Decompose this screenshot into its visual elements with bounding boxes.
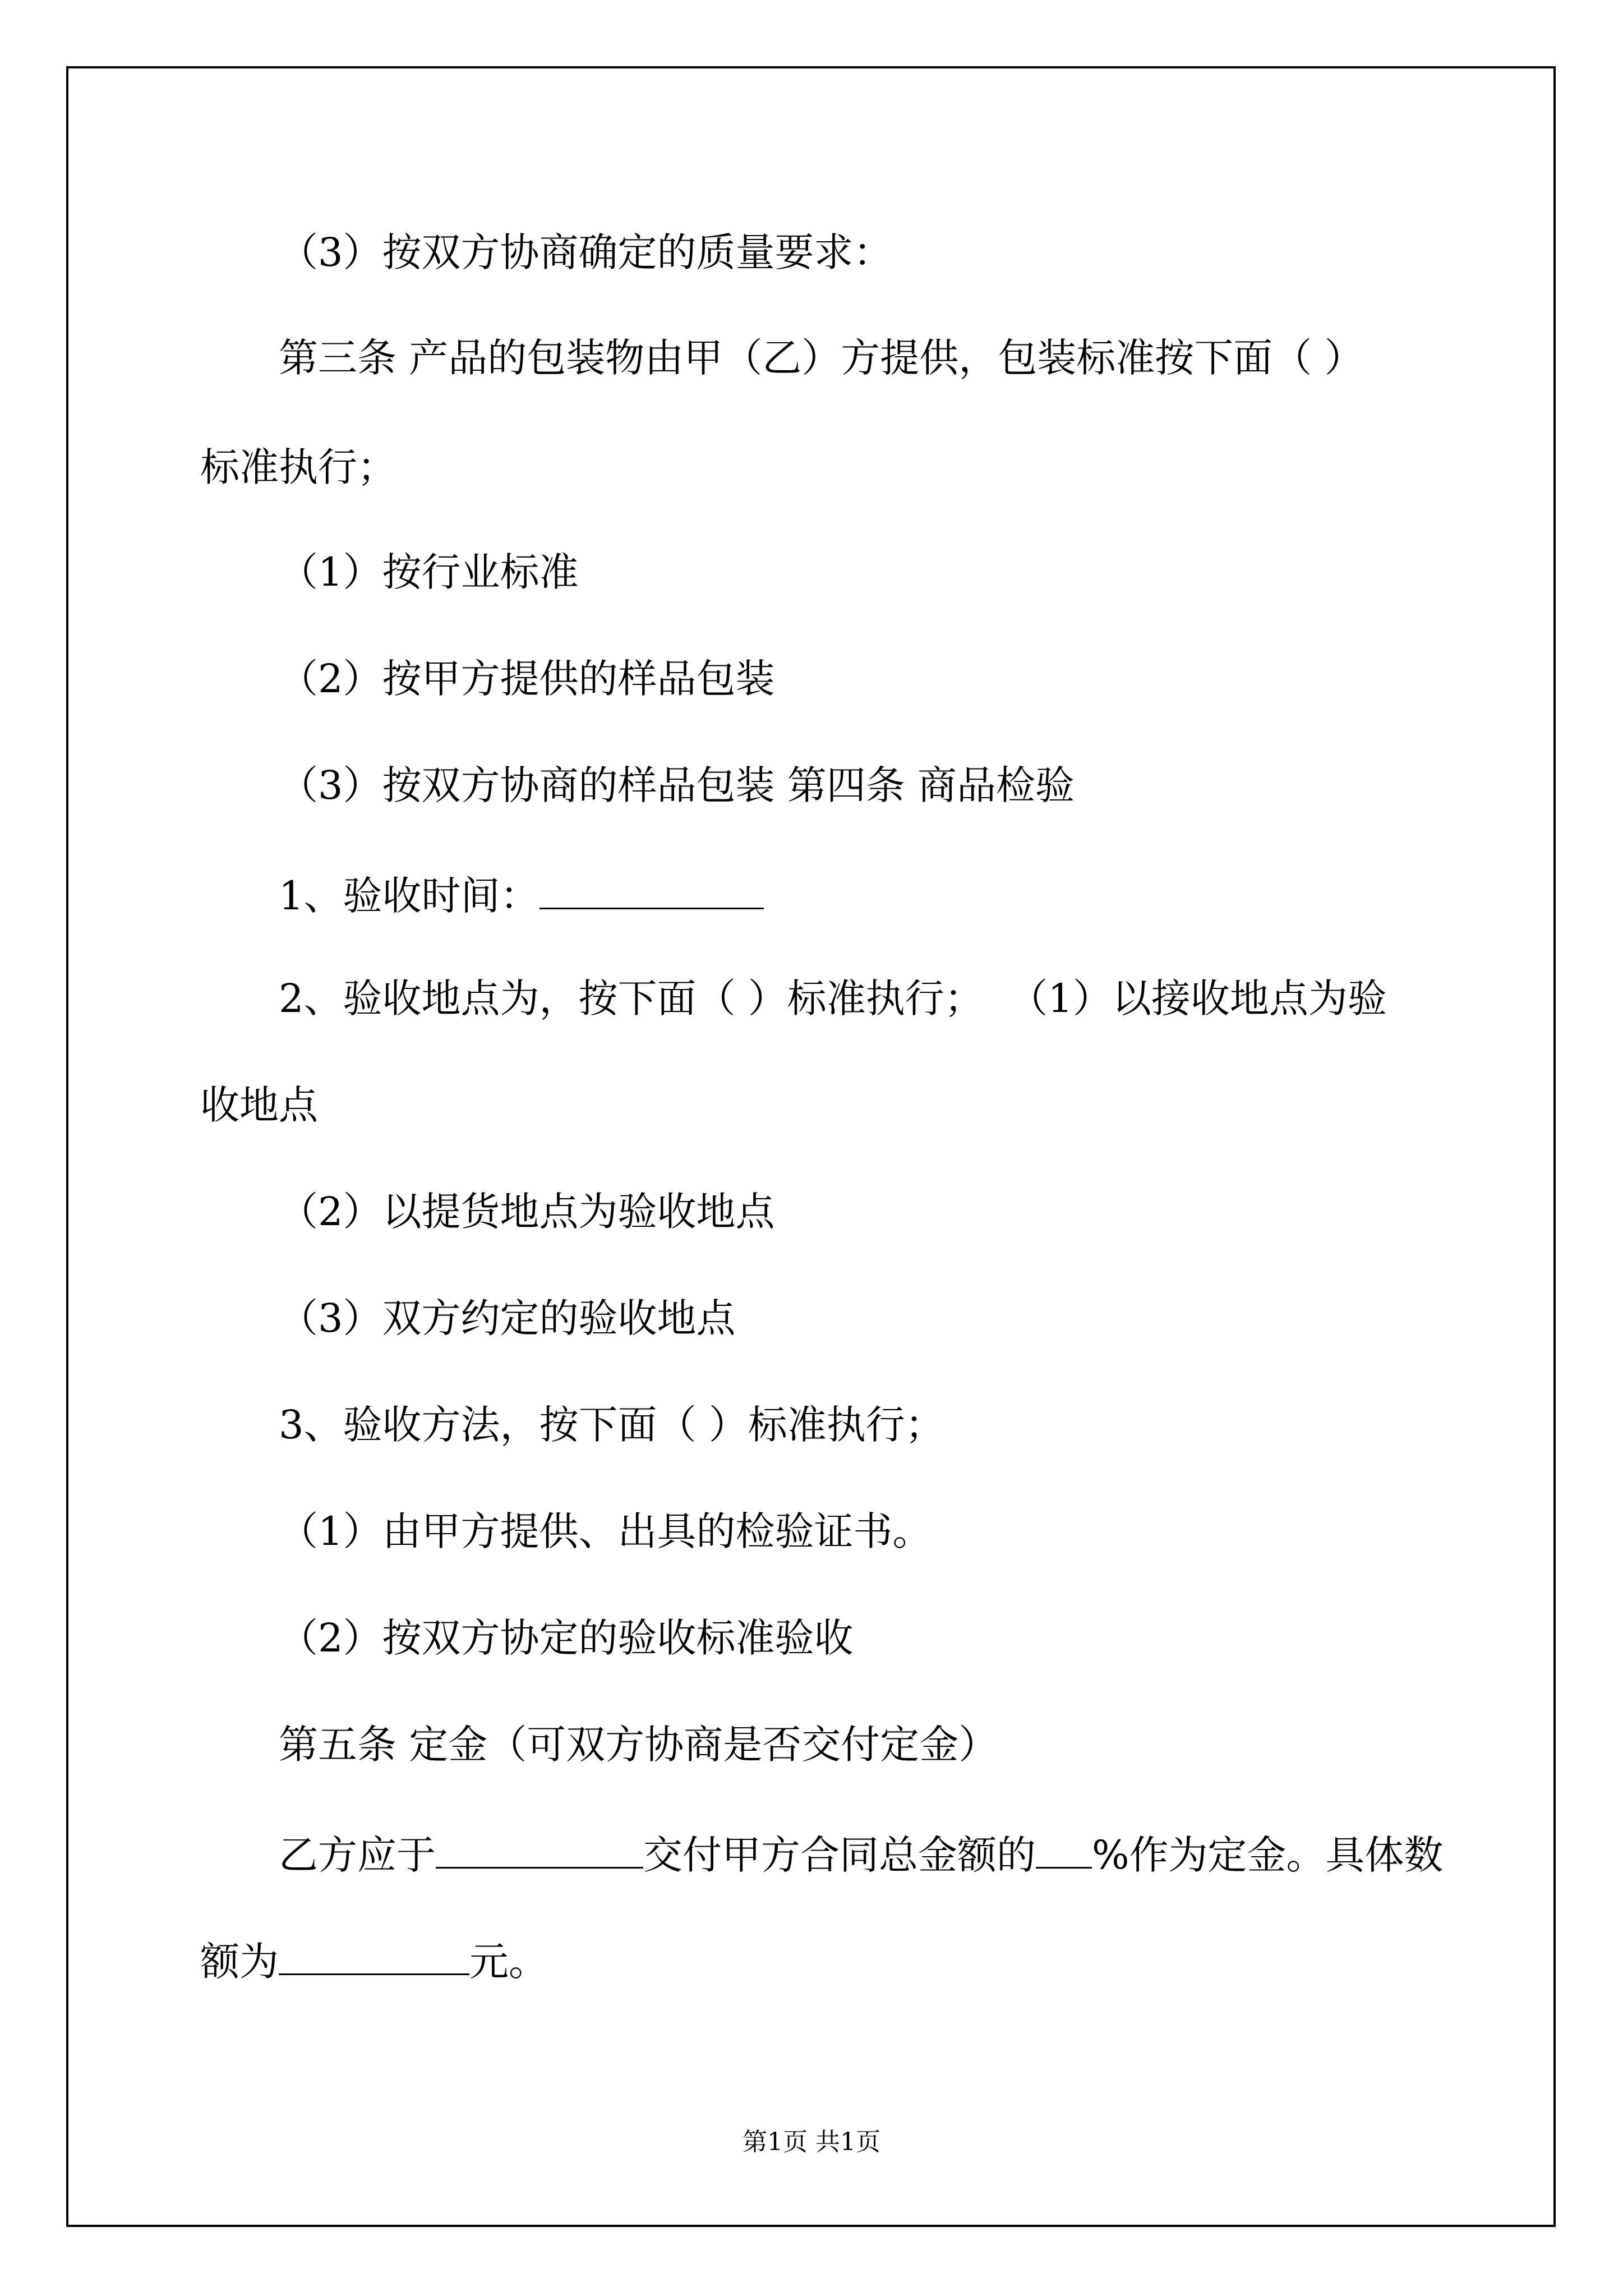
deposit-text-1: 乙方应于 [279, 1832, 436, 1878]
paragraph-inspect-place-cont: 收地点 [200, 1082, 318, 1128]
blank-deposit-date [436, 1832, 643, 1869]
paragraph-quality-3: （3）按双方协商确定的质量要求： [279, 229, 893, 275]
deposit-text-2: 交付甲方合同总金额的 [643, 1832, 1036, 1878]
page-footer: 第1页 共1页 [743, 2128, 880, 2156]
paragraph-article-3-cont: 标准执行； [200, 444, 396, 490]
deposit-amount-label: 额为 [200, 1939, 279, 1985]
paragraph-article-3: 第三条 产品的包装物由甲（乙）方提供，包装标准按下面（ ） [279, 335, 1364, 381]
blank-deposit-percent [1036, 1832, 1092, 1869]
paragraph-pack-3: （3）按双方协商的样品包装 第四条 商品检验 [279, 762, 1075, 808]
paragraph-pack-1: （1）按行业标准 [279, 549, 579, 595]
deposit-text-3: %作为定金。具体数 [1092, 1832, 1444, 1878]
inspect-time-label: 1、验收时间： [279, 873, 540, 919]
paragraph-place-3: （3）双方约定的验收地点 [279, 1295, 736, 1341]
paragraph-place-2: （2）以提货地点为验收地点 [279, 1189, 775, 1235]
paragraph-deposit [279, 1832, 1444, 1878]
blank-inspect-time [540, 872, 764, 909]
paragraph-inspect-method: 3、验收方法，按下面（ ）标准执行； [279, 1402, 944, 1448]
deposit-amount-unit: 元。 [469, 1939, 548, 1985]
paragraph-inspect-place: 2、验收地点为，按下面（ ）标准执行； （1）以接收地点为验 [279, 976, 1387, 1022]
paragraph-method-2: （2）按双方协定的验收标准验收 [279, 1615, 854, 1661]
blank-deposit-amount [279, 1938, 469, 1975]
paragraph-pack-2: （2）按甲方提供的样品包装 [279, 656, 775, 702]
paragraph-deposit-amount [200, 1938, 548, 1985]
paragraph-inspect-time [279, 872, 764, 919]
paragraph-method-1: （1）由甲方提供、出具的检验证书。 [279, 1508, 932, 1554]
paragraph-article-5: 第五条 定金（可双方协商是否交付定金） [279, 1722, 998, 1768]
